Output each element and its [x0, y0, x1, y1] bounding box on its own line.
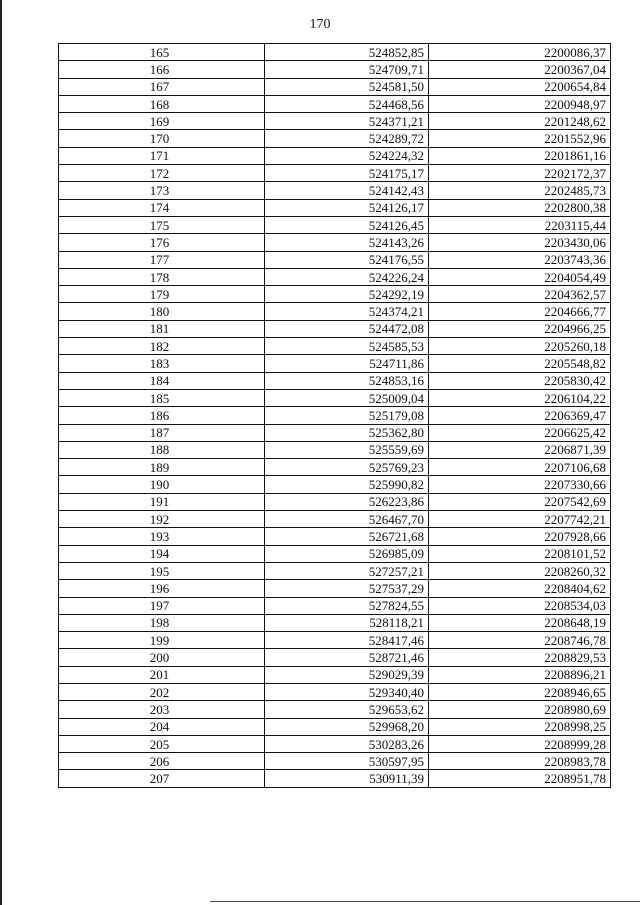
x-coordinate-cell: 524176,55	[265, 251, 429, 268]
point-number-cell: 191	[59, 493, 265, 510]
y-coordinate-cell: 2203743,36	[429, 251, 611, 268]
table-row	[59, 580, 611, 597]
y-coordinate-cell: 2201248,62	[429, 113, 611, 130]
x-coordinate-cell: 526721,68	[265, 528, 429, 545]
table-row	[59, 753, 611, 770]
x-coordinate-cell: 526467,70	[265, 511, 429, 528]
table-row	[59, 182, 611, 199]
point-number-cell: 206	[59, 753, 265, 770]
y-coordinate-cell: 2208980,69	[429, 701, 611, 718]
x-coordinate-cell: 524371,21	[265, 113, 429, 130]
table-row	[59, 95, 611, 112]
x-coordinate-cell: 524711,86	[265, 355, 429, 372]
x-coordinate-cell: 524142,43	[265, 182, 429, 199]
y-coordinate-cell: 2208404,62	[429, 580, 611, 597]
point-number-cell: 201	[59, 666, 265, 683]
x-coordinate-cell: 524585,53	[265, 338, 429, 355]
table-row	[59, 199, 611, 216]
table-row	[59, 649, 611, 666]
y-coordinate-cell: 2202172,37	[429, 165, 611, 182]
table-row	[59, 251, 611, 268]
y-coordinate-cell: 2200948,97	[429, 95, 611, 112]
x-coordinate-cell: 528721,46	[265, 649, 429, 666]
x-coordinate-cell: 525179,08	[265, 407, 429, 424]
table-row	[59, 545, 611, 562]
x-coordinate-cell: 525990,82	[265, 476, 429, 493]
table-row	[59, 355, 611, 372]
point-number-cell: 182	[59, 338, 265, 355]
table-row	[59, 61, 611, 78]
point-number-cell: 197	[59, 597, 265, 614]
point-number-cell: 172	[59, 165, 265, 182]
x-coordinate-cell: 524853,16	[265, 372, 429, 389]
y-coordinate-cell: 2206625,42	[429, 424, 611, 441]
y-coordinate-cell: 2205548,82	[429, 355, 611, 372]
y-coordinate-cell: 2204054,49	[429, 268, 611, 285]
table-row	[59, 78, 611, 95]
y-coordinate-cell: 2208946,65	[429, 683, 611, 700]
x-coordinate-cell: 524175,17	[265, 165, 429, 182]
point-number-cell: 194	[59, 545, 265, 562]
table-row	[59, 303, 611, 320]
table-row	[59, 130, 611, 147]
table-row	[59, 165, 611, 182]
x-coordinate-cell: 524126,45	[265, 216, 429, 233]
point-number-cell: 190	[59, 476, 265, 493]
y-coordinate-cell: 2207742,21	[429, 511, 611, 528]
y-coordinate-cell: 2206369,47	[429, 407, 611, 424]
table-row	[59, 770, 611, 787]
point-number-cell: 202	[59, 683, 265, 700]
x-coordinate-cell: 524472,08	[265, 320, 429, 337]
y-coordinate-cell: 2208983,78	[429, 753, 611, 770]
x-coordinate-cell: 529029,39	[265, 666, 429, 683]
table-row	[59, 597, 611, 614]
x-coordinate-cell: 524581,50	[265, 78, 429, 95]
point-number-cell: 200	[59, 649, 265, 666]
point-number-cell: 181	[59, 320, 265, 337]
x-coordinate-cell: 529653,62	[265, 701, 429, 718]
y-coordinate-cell: 2208648,19	[429, 614, 611, 631]
y-coordinate-cell: 2200367,04	[429, 61, 611, 78]
x-coordinate-cell: 526223,86	[265, 493, 429, 510]
point-number-cell: 193	[59, 528, 265, 545]
table-row	[59, 320, 611, 337]
point-number-cell: 168	[59, 95, 265, 112]
table-row	[59, 666, 611, 683]
coordinates-table	[58, 43, 611, 788]
point-number-cell: 195	[59, 562, 265, 579]
table-row	[59, 424, 611, 441]
point-number-cell: 184	[59, 372, 265, 389]
y-coordinate-cell: 2204966,25	[429, 320, 611, 337]
table-row	[59, 286, 611, 303]
x-coordinate-cell: 524374,21	[265, 303, 429, 320]
x-coordinate-cell: 525559,69	[265, 441, 429, 458]
x-coordinate-cell: 527824,55	[265, 597, 429, 614]
point-number-cell: 188	[59, 441, 265, 458]
point-number-cell: 171	[59, 147, 265, 164]
x-coordinate-cell: 528417,46	[265, 632, 429, 649]
x-coordinate-cell: 525009,04	[265, 389, 429, 406]
point-number-cell: 199	[59, 632, 265, 649]
scan-border-left	[0, 0, 2, 905]
y-coordinate-cell: 2207106,68	[429, 459, 611, 476]
y-coordinate-cell: 2208951,78	[429, 770, 611, 787]
y-coordinate-cell: 2207928,66	[429, 528, 611, 545]
point-number-cell: 192	[59, 511, 265, 528]
scan-border-bottom	[210, 901, 640, 902]
point-number-cell: 179	[59, 286, 265, 303]
table-row	[59, 562, 611, 579]
y-coordinate-cell: 2207542,69	[429, 493, 611, 510]
table-row	[59, 441, 611, 458]
x-coordinate-cell: 524289,72	[265, 130, 429, 147]
x-coordinate-cell: 530597,95	[265, 753, 429, 770]
x-coordinate-cell: 525362,80	[265, 424, 429, 441]
y-coordinate-cell: 2201552,96	[429, 130, 611, 147]
point-number-cell: 178	[59, 268, 265, 285]
table-row	[59, 407, 611, 424]
x-coordinate-cell: 524224,32	[265, 147, 429, 164]
point-number-cell: 196	[59, 580, 265, 597]
point-number-cell: 165	[59, 44, 265, 61]
point-number-cell: 167	[59, 78, 265, 95]
y-coordinate-cell: 2204666,77	[429, 303, 611, 320]
x-coordinate-cell: 524143,26	[265, 234, 429, 251]
y-coordinate-cell: 2208101,52	[429, 545, 611, 562]
point-number-cell: 198	[59, 614, 265, 631]
table-row	[59, 44, 611, 61]
y-coordinate-cell: 2205260,18	[429, 338, 611, 355]
x-coordinate-cell: 530283,26	[265, 735, 429, 752]
y-coordinate-cell: 2202485,73	[429, 182, 611, 199]
page-number: 170	[309, 17, 331, 32]
coordinates-table-body	[59, 44, 611, 788]
point-number-cell: 176	[59, 234, 265, 251]
point-number-cell: 170	[59, 130, 265, 147]
x-coordinate-cell: 528118,21	[265, 614, 429, 631]
y-coordinate-cell: 2208998,25	[429, 718, 611, 735]
x-coordinate-cell: 524126,17	[265, 199, 429, 216]
point-number-cell: 189	[59, 459, 265, 476]
y-coordinate-cell: 2206104,22	[429, 389, 611, 406]
point-number-cell: 174	[59, 199, 265, 216]
point-number-cell: 185	[59, 389, 265, 406]
table-row	[59, 389, 611, 406]
point-number-cell: 169	[59, 113, 265, 130]
x-coordinate-cell: 524468,56	[265, 95, 429, 112]
y-coordinate-cell: 2208896,21	[429, 666, 611, 683]
point-number-cell: 173	[59, 182, 265, 199]
x-coordinate-cell: 524709,71	[265, 61, 429, 78]
y-coordinate-cell: 2208999,28	[429, 735, 611, 752]
table-row	[59, 701, 611, 718]
x-coordinate-cell: 529968,20	[265, 718, 429, 735]
x-coordinate-cell: 527257,21	[265, 562, 429, 579]
point-number-cell: 207	[59, 770, 265, 787]
y-coordinate-cell: 2203430,06	[429, 234, 611, 251]
y-coordinate-cell: 2202800,38	[429, 199, 611, 216]
y-coordinate-cell: 2203115,44	[429, 216, 611, 233]
x-coordinate-cell: 530911,39	[265, 770, 429, 787]
x-coordinate-cell: 525769,23	[265, 459, 429, 476]
table-row	[59, 614, 611, 631]
y-coordinate-cell: 2208260,32	[429, 562, 611, 579]
table-row	[59, 268, 611, 285]
table-row	[59, 476, 611, 493]
point-number-cell: 175	[59, 216, 265, 233]
x-coordinate-cell: 527537,29	[265, 580, 429, 597]
point-number-cell: 177	[59, 251, 265, 268]
x-coordinate-cell: 529340,40	[265, 683, 429, 700]
table-row	[59, 338, 611, 355]
table-row	[59, 459, 611, 476]
y-coordinate-cell: 2204362,57	[429, 286, 611, 303]
table-row	[59, 147, 611, 164]
point-number-cell: 204	[59, 718, 265, 735]
y-coordinate-cell: 2208829,53	[429, 649, 611, 666]
y-coordinate-cell: 2208746,78	[429, 632, 611, 649]
y-coordinate-cell: 2205830,42	[429, 372, 611, 389]
y-coordinate-cell: 2206871,39	[429, 441, 611, 458]
table-row	[59, 511, 611, 528]
table-row	[59, 718, 611, 735]
point-number-cell: 186	[59, 407, 265, 424]
point-number-cell: 203	[59, 701, 265, 718]
point-number-cell: 180	[59, 303, 265, 320]
table-row	[59, 234, 611, 251]
table-row	[59, 632, 611, 649]
point-number-cell: 183	[59, 355, 265, 372]
x-coordinate-cell: 524292,19	[265, 286, 429, 303]
point-number-cell: 166	[59, 61, 265, 78]
point-number-cell: 205	[59, 735, 265, 752]
x-coordinate-cell: 526985,09	[265, 545, 429, 562]
y-coordinate-cell: 2201861,16	[429, 147, 611, 164]
table-row	[59, 735, 611, 752]
y-coordinate-cell: 2208534,03	[429, 597, 611, 614]
table-row	[59, 113, 611, 130]
x-coordinate-cell: 524226,24	[265, 268, 429, 285]
table-row	[59, 372, 611, 389]
x-coordinate-cell: 524852,85	[265, 44, 429, 61]
table-row	[59, 528, 611, 545]
point-number-cell: 187	[59, 424, 265, 441]
table-row	[59, 493, 611, 510]
y-coordinate-cell: 2200654,84	[429, 78, 611, 95]
table-row	[59, 216, 611, 233]
y-coordinate-cell: 2200086,37	[429, 44, 611, 61]
y-coordinate-cell: 2207330,66	[429, 476, 611, 493]
table-row	[59, 683, 611, 700]
